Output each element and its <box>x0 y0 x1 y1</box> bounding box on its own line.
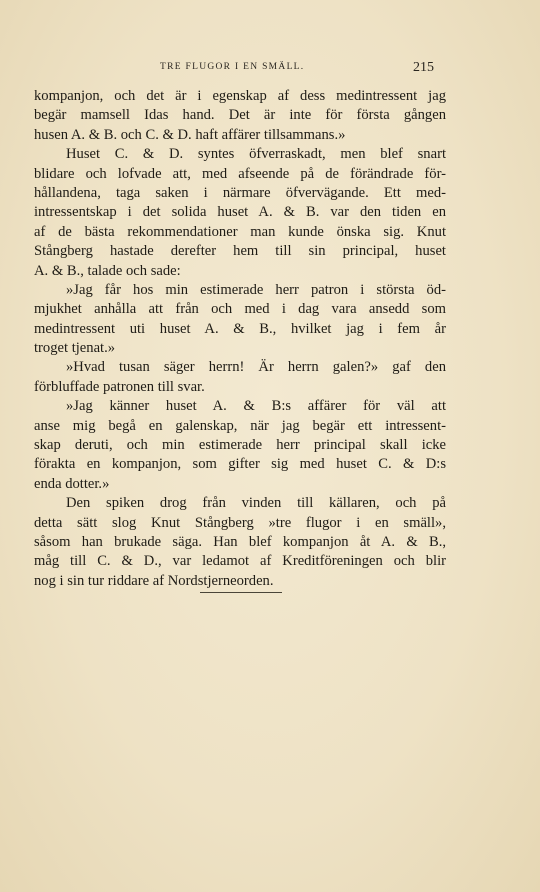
running-title: TRE FLUGOR I EN SMÄLL. <box>160 62 305 72</box>
text-line: såsom han brukade säga. Han blef kompanjon åt A. & B., <box>34 533 446 550</box>
text-line: måg till C. & D., var ledamot af Kreditföreningen och blir <box>34 553 446 570</box>
text-line: medintressent uti huset A. & B., hvilket jag i fem år <box>34 320 446 337</box>
text-line: detta sätt slog Knut Stångberg »tre flugor i en smäll», <box>34 514 446 531</box>
text-line: begär mamsell Idas hand. Det är inte för första gången <box>34 107 446 124</box>
page-number: 215 <box>413 60 434 75</box>
text-line: troget tjenat.» <box>34 340 116 357</box>
text-line: blidare och lofvade att, med afseende på de förändrade för- <box>34 165 446 182</box>
text-line: Stångberg hastade derefter hem till sin principal, huset <box>34 243 446 260</box>
text-line: husen A. & B. och C. & D. haft affärer tillsammans.» <box>34 126 346 143</box>
text-line: enda dotter.» <box>34 475 110 492</box>
text-line: af de bästa rekommendationer man kunde önska sig. Knut <box>34 223 446 240</box>
text-line: kompanjon, och det är i egenskap af dess medintressent jag <box>34 88 446 104</box>
section-divider <box>200 592 282 593</box>
text-line: Huset C. & D. syntes öfverraskadt, men blef snart <box>66 146 446 163</box>
text-line: nog i sin tur riddare af Nordstjerneorden. <box>34 572 274 589</box>
text-line: Den spiken drog från vinden till källaren, och på <box>66 495 446 512</box>
text-line: »Hvad tusan säger herrn! Är herrn galen?» gaf den <box>66 359 446 376</box>
text-line: förbluffade patronen till svar. <box>34 378 205 395</box>
text-line: förakta en kompanjon, som gifter sig med huset C. & D:s <box>34 456 446 473</box>
body-text <box>34 87 446 591</box>
text-line: intressentskap i det solida huset A. & B. var den tiden en <box>34 204 446 221</box>
text-line: skap deruti, och min estimerade herr principal skall icke <box>34 437 446 454</box>
text-line: anse mig begå en galenskap, när jag begär ett intressent- <box>34 417 446 434</box>
text-line: »Jag känner huset A. & B:s affärer för väl att <box>66 398 446 415</box>
text-line: mjukhet anhålla att från och med i dag vara ansedd som <box>34 301 446 318</box>
text-line: A. & B., talade och sade: <box>34 262 181 279</box>
text-line: hållandena, taga saken i närmare öfvervägande. Ett med- <box>34 184 446 201</box>
text-line: »Jag får hos min estimerade herr patron i största öd- <box>66 281 446 298</box>
page-header <box>34 60 434 80</box>
show-through-texture <box>300 540 450 780</box>
